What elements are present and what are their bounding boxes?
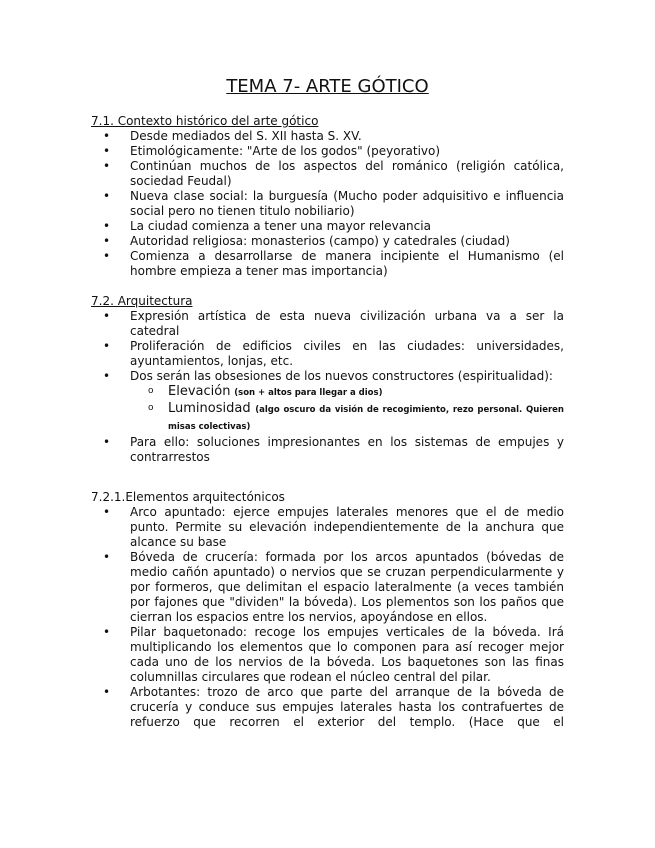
item-text: Arco apuntado: ejerce empujes laterales menores que el de medio punto. Permite su elevación independientemente de la anchura que alcance su base xyxy=(130,505,564,549)
item-text: Desde mediados del S. XII hasta S. XV. xyxy=(130,129,362,143)
bullet-icon: • xyxy=(103,309,111,323)
item-text: Comienza a desarrollarse de manera incipiente el Humanismo (el hombre empieza a tener mas importancia) xyxy=(130,249,564,278)
bullet-icon: • xyxy=(103,339,111,353)
bullet-icon: • xyxy=(103,159,111,173)
bullet-list xyxy=(91,309,564,384)
sub-list-item xyxy=(91,401,564,435)
item-text: Etimológicamente: "Arte de los godos" (peyorativo) xyxy=(130,144,441,158)
item-text: Bóveda de crucería: formada por los arcos apuntados (bóvedas de medio cañón apuntado) o nervios que se cruzan perpendicularmente y por formeros, que delimitan el espacio lateralmente (a veces también por fajones que "dividen" la bóveda). Los plementos son los paños que cierran los espacios entre los nervios, apoyándose en ellos. xyxy=(130,550,564,624)
item-text: Para ello: soluciones impresionantes en los sistemas de empujes y contrarrestos xyxy=(130,435,564,464)
bullet-icon: • xyxy=(103,435,111,449)
page-title: TEMA 7- ARTE GÓTICO xyxy=(226,76,429,97)
bullet-list xyxy=(91,129,564,279)
item-text: Proliferación de edificios civiles en las ciudades: universidades, ayuntamientos, lonjas, etc. xyxy=(130,339,564,368)
item-text: Pilar baquetonado: recoge los empujes verticales de la bóveda. Irá multiplicando los elementos que lo componen para así recoger mejor cada uno de los nervios de la bóveda. Los baquetones son las finas columnillas circulares que rodean el núcleo central del pilar. xyxy=(130,625,564,684)
bullet-icon: • xyxy=(103,129,111,143)
list-item xyxy=(91,550,564,625)
circle-bullet-icon: o xyxy=(148,386,154,396)
list-item xyxy=(91,189,564,219)
list-item xyxy=(91,219,564,234)
bullet-icon: • xyxy=(103,550,111,564)
list-item xyxy=(91,435,564,465)
bullet-icon: • xyxy=(103,369,111,383)
bullet-icon: • xyxy=(103,685,111,699)
circle-bullet-icon: o xyxy=(148,403,154,413)
sub-list-item xyxy=(91,384,564,401)
section-elements xyxy=(91,490,564,730)
list-item xyxy=(91,505,564,550)
item-text: Arbotantes: trozo de arco que parte del arranque de la bóveda de crucería y conduce sus empujes laterales hasta los contrafuertes de refuerzo que recorren el exterior del templo. (Hace que el xyxy=(130,685,564,729)
item-text: Dos serán las obsesiones de los nuevos constructores (espiritualidad): xyxy=(130,369,553,383)
bullet-icon: • xyxy=(103,219,111,233)
item-text: Autoridad religiosa: monasterios (campo) y catedrales (ciudad) xyxy=(130,234,510,248)
list-item xyxy=(91,625,564,685)
bullet-icon: • xyxy=(103,625,111,639)
sub-bullet-list xyxy=(91,384,564,435)
list-item xyxy=(91,234,564,249)
list-item xyxy=(91,685,564,730)
item-text: Continúan muchos de los aspectos del románico (religión católica, sociedad Feudal) xyxy=(130,159,564,188)
list-item xyxy=(91,369,564,384)
bullet-icon: • xyxy=(103,189,111,203)
section-architecture xyxy=(91,294,564,465)
list-item xyxy=(91,249,564,279)
section-heading: 7.2. Arquitectura xyxy=(91,294,193,308)
bullet-list xyxy=(91,505,564,730)
bullet-icon: • xyxy=(103,249,111,263)
list-item xyxy=(91,159,564,189)
list-item xyxy=(91,339,564,369)
list-item xyxy=(91,129,564,144)
list-item xyxy=(91,309,564,339)
item-text: Nueva clase social: la burguesía (Mucho poder adquisitivo e influencia social pero no tienen titulo nobiliario) xyxy=(130,189,564,218)
sub-item-label: Luminosidad xyxy=(168,401,251,416)
sub-item-note: (algo oscuro da visión de recogimiento, rezo personal. Quieren misas colectivas) xyxy=(168,405,564,432)
item-text: La ciudad comienza a tener una mayor relevancia xyxy=(130,219,431,233)
list-item xyxy=(91,144,564,159)
bullet-list xyxy=(91,435,564,465)
section-heading: 7.2.1.Elementos arquitectónicos xyxy=(91,490,285,504)
bullet-icon: • xyxy=(103,234,111,248)
bullet-icon: • xyxy=(103,144,111,158)
sub-item-label: Elevación xyxy=(168,384,231,399)
section-heading: 7.1. Contexto histórico del arte gótico xyxy=(91,114,319,128)
sub-item-note: (son + altos para llegar a dios) xyxy=(234,388,383,398)
section-context xyxy=(91,114,564,279)
bullet-icon: • xyxy=(103,505,111,519)
item-text: Expresión artística de esta nueva civilización urbana va a ser la catedral xyxy=(130,309,564,338)
